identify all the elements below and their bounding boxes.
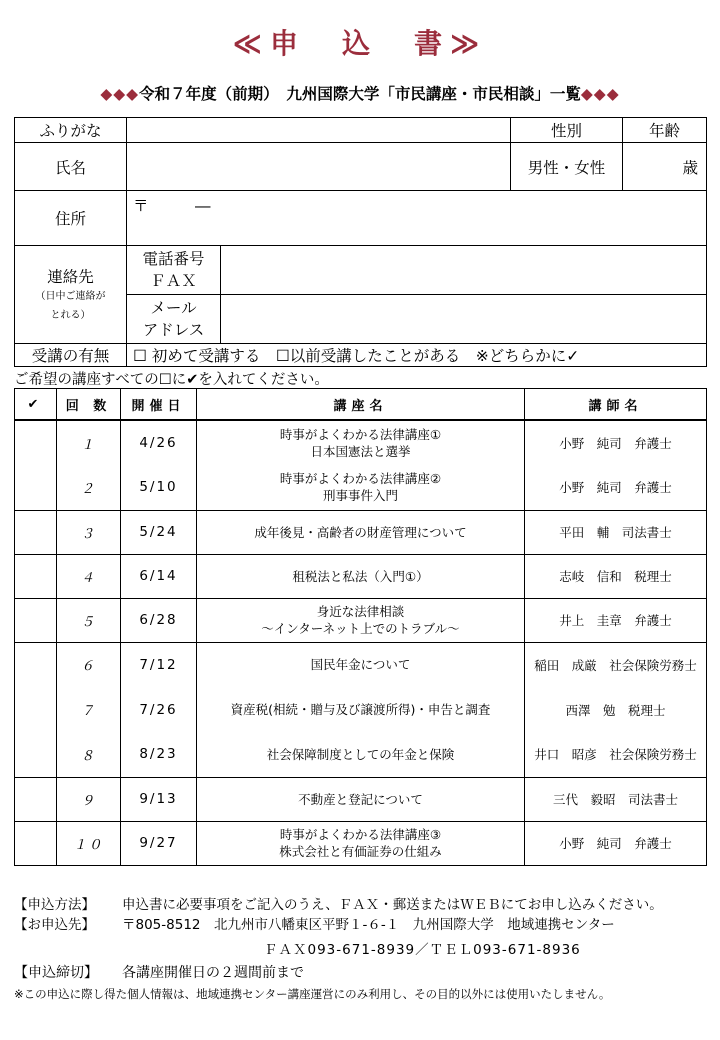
check-cell[interactable] — [15, 510, 57, 554]
attendance-label: 受講の有無 — [15, 344, 127, 367]
session-date: 6/28 — [121, 598, 197, 642]
lecturer-name: 小野 純司 弁護士 — [525, 465, 707, 510]
course-name-line-1: 社会保障制度としての年金と保険 — [266, 746, 455, 762]
course-name — [197, 420, 525, 465]
session-date: 9/13 — [121, 777, 197, 821]
instruction-text: ご希望の講座すべての☐に✔を入れてください。 — [14, 372, 329, 388]
session-number: ５ — [57, 598, 121, 642]
age-unit: 歳 — [682, 158, 698, 177]
check-cell[interactable] — [15, 465, 57, 510]
session-number: ３ — [57, 510, 121, 554]
postal-mark: 〒 ― — [133, 197, 211, 215]
mail-label-2: アドレス — [142, 321, 205, 339]
mail-label-1: メール — [150, 299, 197, 317]
apply-destination — [14, 913, 615, 933]
session-date: 8/23 — [121, 732, 197, 777]
course-name — [197, 687, 525, 732]
age-label: 年齢 — [623, 118, 707, 143]
lecturer-name: 小野 純司 弁護士 — [525, 821, 707, 865]
check-cell[interactable] — [15, 687, 57, 732]
check-cell[interactable] — [15, 554, 57, 598]
check-cell[interactable] — [15, 732, 57, 777]
course-name-line-1: 身近な法律相談 — [316, 604, 405, 619]
course-name-line-2: ～インターネット上でのトラブル～ — [261, 621, 460, 636]
course-list — [14, 388, 707, 866]
course-name-line-1: 時事がよくわかる法律講座① — [279, 427, 442, 442]
date-header: 開催日 — [121, 389, 197, 421]
gender-options[interactable]: 男性・女性 — [511, 143, 623, 191]
course-name — [197, 465, 525, 510]
course-header: 講座名 — [197, 389, 525, 421]
session-number: １ — [57, 420, 121, 465]
number-header: 回 数 — [57, 389, 121, 421]
table-row — [15, 510, 707, 554]
course-name-line-1: 租税法と私法（入門①） — [292, 568, 429, 584]
table-row — [15, 821, 707, 865]
course-name-line-1: 時事がよくわかる法律講座③ — [279, 827, 442, 842]
course-name — [197, 554, 525, 598]
lecturer-name: 西澤 勉 税理士 — [525, 687, 707, 732]
name-label: 氏名 — [15, 143, 127, 191]
lecturer-name: 平田 輔 司法書士 — [525, 510, 707, 554]
lecturer-name: 井上 圭章 弁護士 — [525, 598, 707, 642]
session-date: 6/14 — [121, 554, 197, 598]
page-subtitle — [0, 82, 720, 104]
fax-label: ＦＡＸ — [150, 272, 197, 290]
course-name-line-1: 国民年金について — [310, 657, 411, 673]
course-name-line-2: 刑事事件入門 — [322, 488, 398, 504]
check-cell[interactable] — [15, 821, 57, 865]
session-date: 4/26 — [121, 420, 197, 465]
table-row — [15, 687, 707, 732]
lecturer-name: 志岐 信和 税理士 — [525, 554, 707, 598]
check-cell[interactable] — [15, 642, 57, 687]
check-cell[interactable] — [15, 777, 57, 821]
page-title: ≪申 込 書≫ — [232, 27, 488, 60]
lecturer-name: 井口 昭彦 社会保険労務士 — [525, 732, 707, 777]
diamond-icon: ◆◆◆ — [580, 85, 620, 103]
course-name-line-1: 時事がよくわかる法律講座② — [279, 471, 442, 487]
destination-text: 〒805-8512 北九州市八幡東区平野１-６-１ 九州国際大学 地域連携センター — [122, 917, 615, 933]
destination-contact: ＦＡＸ093-671-8939／ＴＥＬ093-671-8936 — [264, 942, 581, 958]
contact-note: （日中ご連絡が — [35, 290, 106, 302]
course-name-line-1: 成年後見・高齢者の財産管理について — [254, 524, 467, 540]
session-number: ９ — [57, 777, 121, 821]
phone-fax-label — [127, 246, 221, 295]
table-row — [15, 554, 707, 598]
apply-deadline — [14, 962, 304, 982]
lecturer-header: 講師名 — [525, 389, 707, 421]
table-row — [15, 642, 707, 687]
attendance-options[interactable]: ☐ 初めて受講する ☐以前受講したことがある ※どちらかに✓ — [127, 344, 707, 367]
session-number: ４ — [57, 554, 121, 598]
lecturer-name: 稲田 成厳 社会保険労務士 — [525, 642, 707, 687]
age-input[interactable] — [623, 143, 707, 191]
address-input[interactable] — [127, 191, 707, 246]
course-name-line-2: 株式会社と有価証券の仕組み — [279, 844, 442, 859]
gender-label: 性別 — [511, 118, 623, 143]
session-number: ８ — [57, 732, 121, 777]
subtitle-text: 令和７年度（前期） 九州国際大学「市民講座・市民相談」一覧 — [139, 85, 581, 103]
deadline-text: 各講座開催日の２週間前まで — [122, 965, 304, 981]
mail-input[interactable] — [221, 295, 707, 344]
session-date: 9/27 — [121, 821, 197, 865]
session-date: 5/10 — [121, 465, 197, 510]
contact-note-2: とれる） — [50, 309, 91, 321]
privacy-note: ※この申込に際し得た個人情報は、地域連携センター講座運営にのみ利用し、その目的以外には使用いたしません。 — [14, 987, 611, 1001]
course-name — [197, 510, 525, 554]
session-number: ７ — [57, 687, 121, 732]
session-date: 7/26 — [121, 687, 197, 732]
course-name — [197, 598, 525, 642]
lecturer-name: 小野 純司 弁護士 — [525, 420, 707, 465]
course-name — [197, 732, 525, 777]
session-number: ６ — [57, 642, 121, 687]
session-number: １０ — [57, 821, 121, 865]
address-label: 住所 — [15, 191, 127, 246]
contact-label-cell — [15, 246, 127, 344]
course-name — [197, 777, 525, 821]
check-cell[interactable] — [15, 420, 57, 465]
apply-method — [14, 893, 663, 913]
deadline-label: 【申込締切】 — [14, 965, 98, 981]
method-label: 【申込方法】 — [14, 897, 95, 913]
diamond-icon: ◆◆◆ — [100, 85, 140, 103]
phone-fax-input[interactable] — [221, 246, 707, 295]
table-row — [15, 732, 707, 777]
contact-label: 連絡先 — [47, 267, 94, 286]
furigana-input[interactable] — [127, 118, 511, 143]
lecturer-name: 三代 毅昭 司法書士 — [525, 777, 707, 821]
course-name — [197, 821, 525, 865]
table-row — [15, 598, 707, 642]
name-input[interactable] — [127, 143, 511, 191]
table-row — [15, 420, 707, 465]
phone-label: 電話番号 — [142, 250, 205, 268]
course-name-line-1: 不動産と登記について — [298, 791, 423, 807]
table-row — [15, 777, 707, 821]
session-number: ２ — [57, 465, 121, 510]
course-name-line-1: 資産税(相続・贈与及び譲渡所得)・申告と調査 — [230, 702, 491, 717]
table-row — [15, 465, 707, 510]
check-header: ✔ — [15, 389, 57, 421]
session-date: 5/24 — [121, 510, 197, 554]
furigana-label: ふりがな — [15, 118, 127, 143]
mail-label — [127, 295, 221, 344]
destination-label: 【お申込先】 — [14, 917, 95, 933]
course-name-line-2: 日本国憲法と選挙 — [310, 444, 411, 459]
method-text: 申込書に必要事項をご記入のうえ、ＦＡＸ・郵送またはＷＥＢにてお申し込みください。 — [122, 897, 663, 913]
check-cell[interactable] — [15, 598, 57, 642]
session-date: 7/12 — [121, 642, 197, 687]
application-form — [14, 117, 707, 367]
course-name — [197, 642, 525, 687]
